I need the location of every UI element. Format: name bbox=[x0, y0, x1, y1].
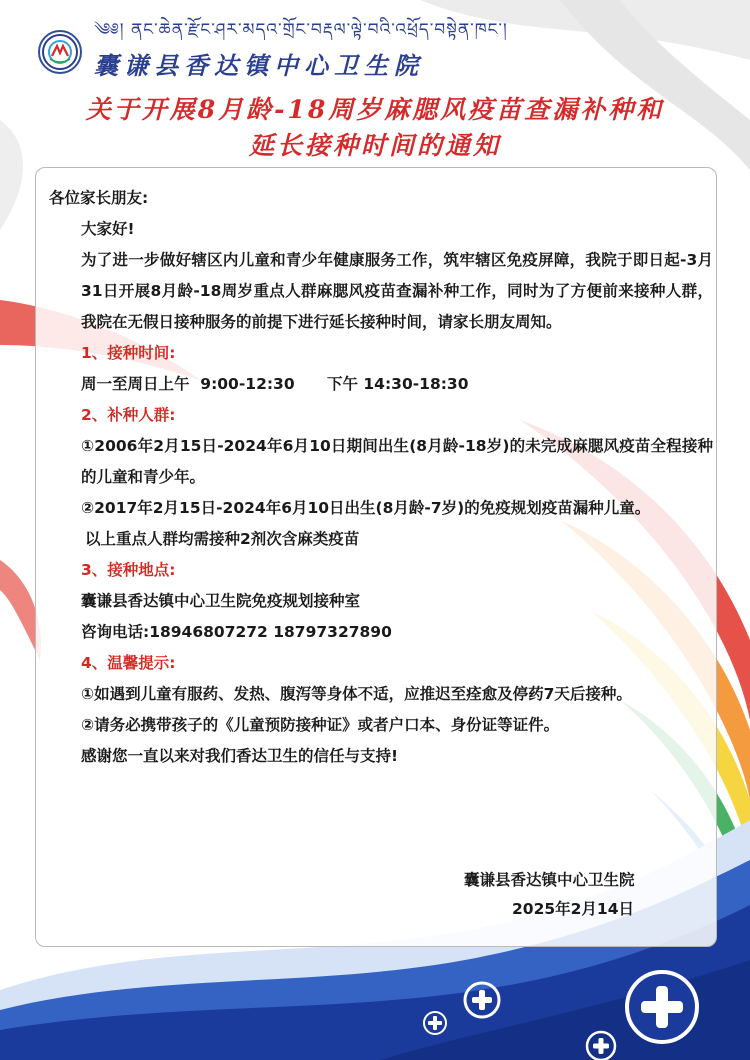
vaccination-location: 囊谦县香达镇中心卫生院免疫规划接种室 bbox=[81, 592, 361, 610]
notice-title-line-1: 关于开展8月龄-18周岁麻腮风疫苗查漏补种和 bbox=[85, 95, 665, 124]
medical-cross-icon bbox=[462, 980, 502, 1020]
medical-cross-icon bbox=[623, 968, 701, 1046]
logo-emblem-icon bbox=[38, 30, 82, 74]
section-heading-time: 1、接种时间: bbox=[81, 344, 176, 362]
tibetan-hospital-name: ༄༅། ནང་ཆེན་རྫོང་ཤར་མདའ་གྲོང་བརྡལ་ལྟེ་བའི་འཕྲོད་བསྟེན་ཁང་། bbox=[94, 20, 508, 40]
signature-block bbox=[430, 866, 710, 924]
medical-cross-icon bbox=[585, 1030, 617, 1060]
medical-cross-icon bbox=[422, 1010, 448, 1036]
signature-date: 2025年2月14日 bbox=[512, 900, 634, 918]
dose-note: 以上重点人群均需接种2剂次含麻类疫苗 bbox=[85, 530, 360, 548]
notice-title-line-2: 延长接种时间的通知 bbox=[248, 131, 501, 160]
intro-paragraph bbox=[49, 245, 713, 338]
notice-title bbox=[0, 92, 750, 164]
notice-body bbox=[49, 183, 713, 772]
vaccination-hours: 周一至周日上午 9:00-12:30 下午 14:30-18:30 bbox=[81, 375, 469, 393]
closing-thanks: 感谢您一直以来对我们香达卫生的信任与支持! bbox=[81, 747, 399, 765]
section-heading-target-group: 2、补种人群: bbox=[81, 406, 176, 424]
target-group-item-1: ①2006年2月15日-2024年6月10日期间出生(8月龄-18岁)的未完成麻腮风疫苗全程接种的儿童和青少年。 bbox=[81, 437, 713, 486]
section-heading-location: 3、接种地点: bbox=[81, 561, 176, 579]
intro-text: 为了进一步做好辖区内儿童和青少年健康服务工作，筑牢辖区免疫屏障，我院于即日起-3月31日开展8月龄-18周岁重点人群麻腮风疫苗查漏补种工作，同时为了方便前来接种人群，我院在无假日接种服务的前提下进行延长接种时间，请家长朋友周知。 bbox=[81, 251, 713, 331]
salutation: 各位家长朋友: bbox=[49, 189, 149, 207]
reminder-item-2: ②请务必携带孩子的《儿童预防接种证》或者户口本、身份证等证件。 bbox=[81, 716, 560, 734]
hospital-name: 囊谦县香达镇中心卫生院 bbox=[94, 51, 424, 80]
signature-org: 囊谦县香达镇中心卫生院 bbox=[464, 871, 635, 889]
greeting: 大家好! bbox=[81, 220, 135, 238]
section-heading-reminders: 4、温馨提示: bbox=[81, 654, 176, 672]
target-group-item-2: ②2017年2月15日-2024年6月10日出生(8月龄-7岁)的免疫规划疫苗漏种儿童。 bbox=[81, 499, 651, 517]
consultation-phone: 咨询电话:18946807272 18797327890 bbox=[81, 623, 392, 641]
header bbox=[0, 0, 750, 165]
reminder-item-1: ①如遇到儿童有服药、发热、腹泻等身体不适，应推迟至痊愈及停药7天后接种。 bbox=[81, 685, 632, 703]
